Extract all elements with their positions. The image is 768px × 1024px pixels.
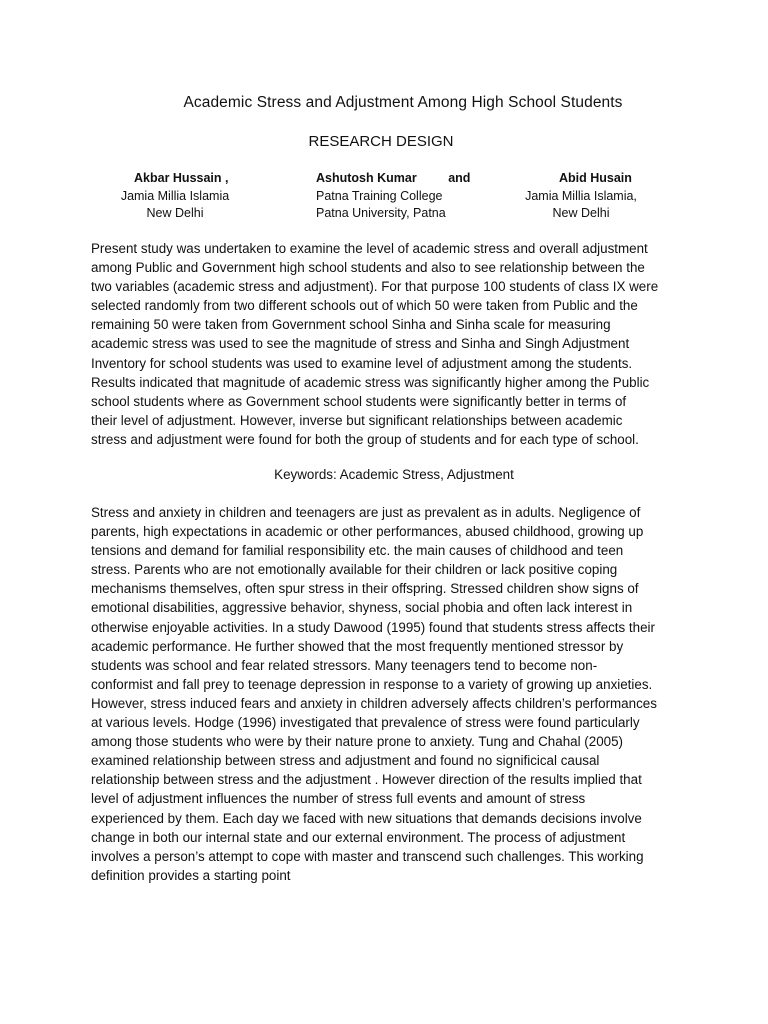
text-line: school students where as Government school students were significantly better in terms of xyxy=(91,393,627,409)
author-affiliation: Jamia Millia Islamia, xyxy=(525,188,637,203)
page-title: Academic Stress and Adjustment Among High School Students xyxy=(183,94,623,111)
text-line: Results indicated that magnitude of academic stress was significantly higher among the Public xyxy=(91,374,650,390)
text-line: level of adjustment influences the number of stress full events and amount of stress xyxy=(91,791,586,807)
author-conjunction: and xyxy=(448,171,471,185)
author-affiliation: Patna University, Patna xyxy=(316,206,446,220)
body-paragraph xyxy=(91,503,691,885)
text-line: experienced by them. Each day we faced with new situations that demands decisions involve xyxy=(91,810,642,826)
text-line: otherwise enjoyable activities. In a study Dawood (1995) found that students stress affects their xyxy=(91,619,655,635)
text-line: Inventory for school students was used to examine level of adjustment among the students. xyxy=(91,355,633,371)
author-block-2 xyxy=(316,170,486,223)
section-heading: RESEARCH DESIGN xyxy=(308,133,454,150)
abstract-paragraph xyxy=(91,239,691,449)
text-line: change in both our internal state and our external environment. The process of adjustment xyxy=(91,829,626,845)
text-line: among Public and Government high school students and also to see relationship between the xyxy=(91,260,645,276)
text-line: remaining 50 were taken from Government school Sinha and Sinha scale for measuring xyxy=(91,317,611,333)
text-line: tensions and demand for familial responsibility etc. the main causes of childhood and teen xyxy=(91,543,624,559)
author-name: Abid Husain xyxy=(559,171,632,185)
text-line: mechanisms themselves, often spur stress in their offspring. Stressed children show signs of xyxy=(91,581,639,597)
author-block-3 xyxy=(516,170,646,223)
author-name: Ashutosh Kumar xyxy=(316,171,417,185)
text-line: Stress and anxiety in children and teenagers are just as prevalent as in adults. Negligence of xyxy=(91,505,641,520)
text-line: examined relationship between stress and adjustment and found no significical causal xyxy=(91,753,600,769)
text-line: relationship between stress and the adjustment . However direction of the results implied that xyxy=(91,772,642,788)
text-line: students was school and fear related stressors. Many teenagers tend to become non- xyxy=(91,657,598,673)
text-line: involves a person’s attempt to cope with master and transcend such challenges. This working xyxy=(91,848,644,864)
text-line: stress. Parents who are not emotionally available for their children or lack positive coping xyxy=(91,562,618,578)
text-line: selected randomly from two different schools out of which 50 were taken from Public and the xyxy=(91,298,638,314)
author-affiliation: Jamia Millia Islamia xyxy=(120,188,230,203)
text-line: However, stress induced fears and anxiety in children adversely affects children’s performances xyxy=(91,695,657,711)
text-line: parents, high expectations in academic or other performances, abused childhood, growing up xyxy=(91,524,644,540)
author-block-1 xyxy=(110,170,240,223)
text-line: definition provides a starting point xyxy=(91,867,291,883)
text-line: two variables (academic stress and adjustment). For that purpose 100 students of class IX were xyxy=(91,279,659,295)
text-line: academic stress was used to see the magnitude of stress and Sinha and Singh Adjustment xyxy=(91,336,630,352)
author-affiliation: Patna Training College xyxy=(316,188,443,203)
text-line: their level of adjustment. However, inverse but significant relationships between academic xyxy=(91,412,623,428)
text-line: Present study was undertaken to examine the level of academic stress and overall adjustment xyxy=(91,241,648,256)
author-affiliation: New Delhi xyxy=(146,206,204,220)
keywords-line: Keywords: Academic Stress, Adjustment xyxy=(274,467,514,482)
text-line: academic performance. He further showed that the most frequently mentioned stressor by xyxy=(91,638,624,654)
author-name: Akbar Hussain , xyxy=(134,171,229,185)
text-line: conformist and fall prey to teenage depression in response to a variety of growing up anxieties. xyxy=(91,676,653,692)
text-line: emotional disabilities, aggressive behavior, shyness, social phobia and often lack interest in xyxy=(91,600,633,616)
text-line: among those students who were by their nature prone to anxiety. Tung and Chahal (2005) xyxy=(91,734,623,750)
author-affiliation: New Delhi xyxy=(552,206,610,220)
text-line: stress and adjustment were found for both the group of students and for each type of school. xyxy=(91,431,639,447)
text-line: at various levels. Hodge (1996) investigated that prevalence of stress were found particularly xyxy=(91,715,640,731)
